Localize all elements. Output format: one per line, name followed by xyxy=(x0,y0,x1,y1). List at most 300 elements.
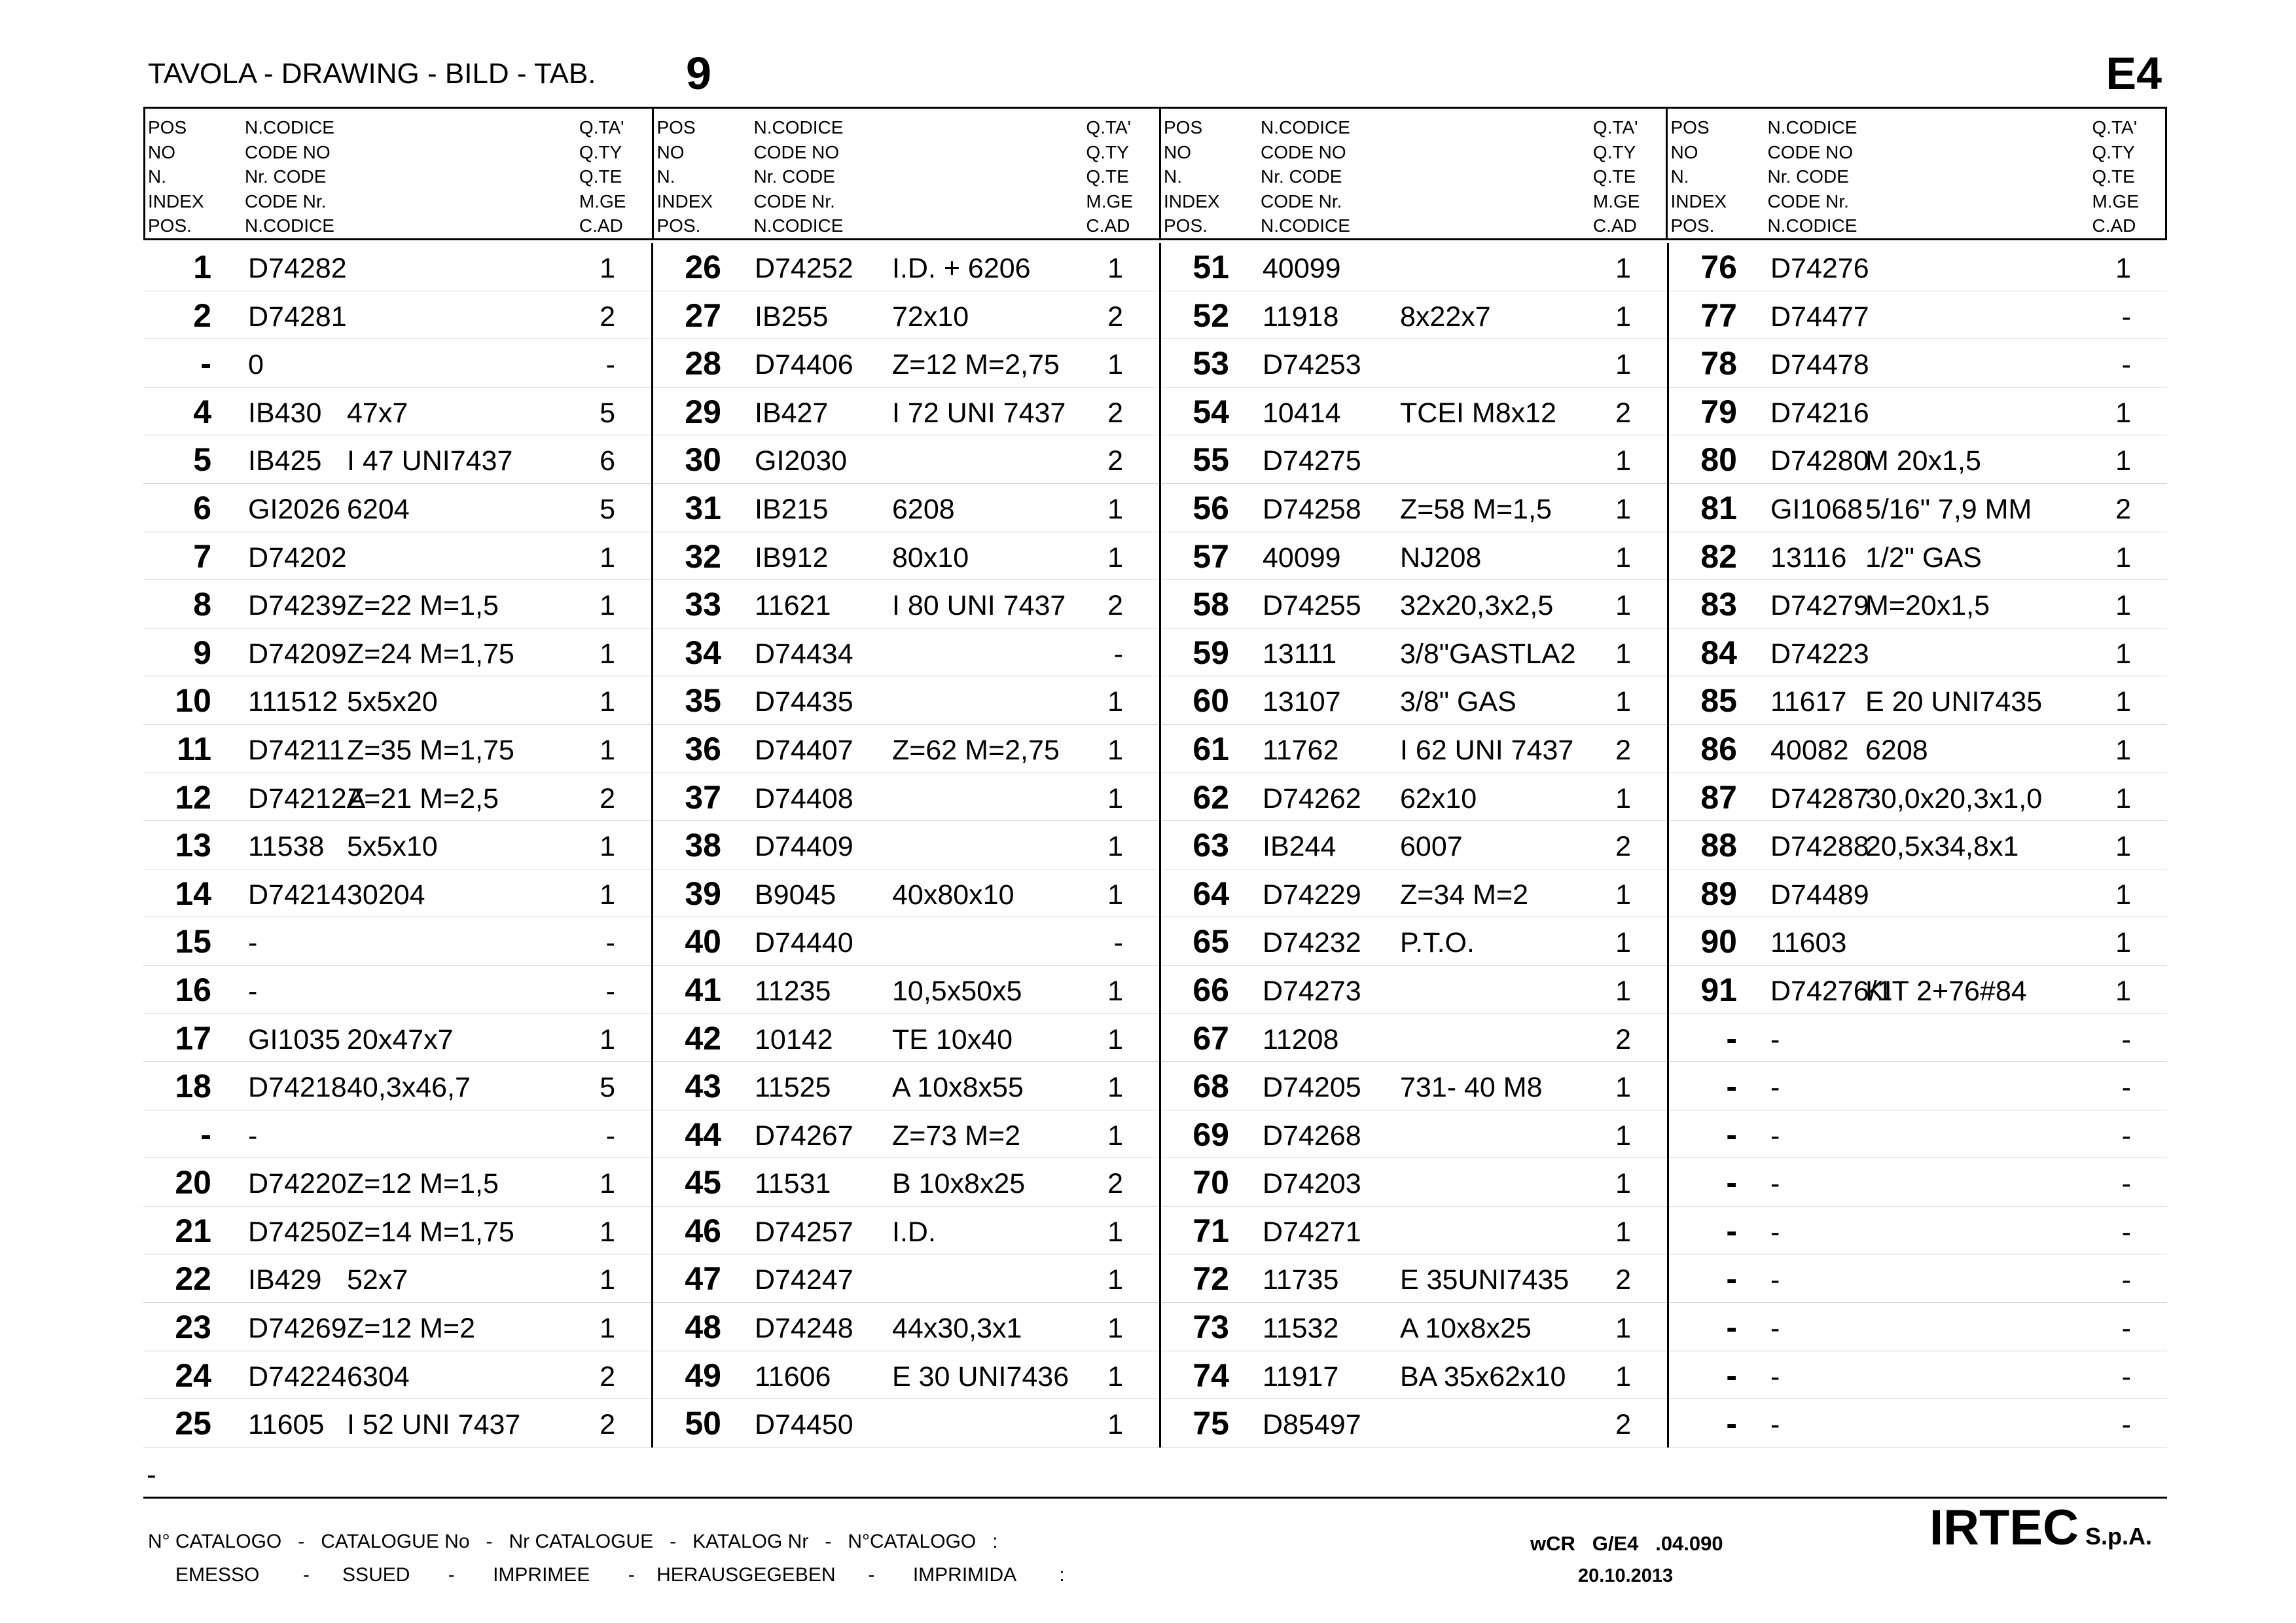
table-row xyxy=(143,1254,651,1303)
position-number: 30 xyxy=(685,441,721,479)
position-number: 43 xyxy=(685,1068,721,1105)
part-quantity: 1 xyxy=(1615,1360,1631,1393)
part-description: M 20x1,5 xyxy=(1865,445,1981,477)
part-code: D74409 xyxy=(755,831,853,863)
part-description: 72x10 xyxy=(892,301,969,333)
part-quantity: 1 xyxy=(1615,879,1631,911)
part-description: 3/8"GASTLA2 xyxy=(1400,638,1576,670)
part-quantity: 1 xyxy=(1107,1072,1123,1104)
part-description: 47x7 xyxy=(347,397,408,429)
table-row xyxy=(143,1062,651,1110)
part-code: - xyxy=(1770,1313,1780,1345)
position-number: 24 xyxy=(175,1357,211,1394)
position-number: - xyxy=(200,345,211,382)
header-label: N. xyxy=(1163,166,1182,187)
part-code: GI2030 xyxy=(755,445,848,477)
table-row xyxy=(143,1207,651,1255)
part-description: P.T.O. xyxy=(1400,927,1475,959)
part-code: D74203 xyxy=(1263,1168,1361,1200)
part-code: IB425 xyxy=(248,445,322,477)
position-number: 61 xyxy=(1193,730,1229,767)
position-number: - xyxy=(1726,1068,1737,1105)
part-code: 11621 xyxy=(755,590,831,622)
part-code: - xyxy=(1770,1360,1780,1393)
position-number: 75 xyxy=(1193,1405,1229,1442)
part-description: I 72 UNI 7437 xyxy=(892,397,1066,429)
header-label: Q.TE xyxy=(1086,166,1129,187)
part-quantity: 1 xyxy=(1615,301,1631,333)
part-quantity: 5 xyxy=(600,493,615,525)
header-label: N. xyxy=(148,166,166,187)
part-code: D74247 xyxy=(755,1264,853,1296)
position-number: 83 xyxy=(1700,586,1737,623)
part-quantity: 1 xyxy=(2115,879,2131,911)
part-description: 5x5x10 xyxy=(347,831,438,863)
part-quantity: - xyxy=(2121,1313,2131,1345)
header-qty-labels xyxy=(579,115,626,238)
position-number: 79 xyxy=(1700,393,1737,430)
parts-column xyxy=(1159,243,1667,1448)
position-number: 14 xyxy=(175,875,211,912)
position-number: 41 xyxy=(685,971,721,1008)
header-label: CODE NO xyxy=(1767,141,1854,162)
table-row xyxy=(1669,1351,2167,1400)
part-quantity: 1 xyxy=(1615,1216,1631,1248)
table-row xyxy=(1669,1110,2167,1159)
position-number: 51 xyxy=(1193,249,1229,285)
table-row xyxy=(653,484,1159,532)
part-code: D74276 xyxy=(1770,253,1869,284)
part-code: - xyxy=(248,975,258,1007)
header-pos-labels xyxy=(656,115,713,238)
header-label: POS. xyxy=(1670,215,1715,236)
part-quantity: 2 xyxy=(1107,397,1123,429)
part-quantity: 1 xyxy=(600,541,615,574)
part-code: GI2026 xyxy=(248,493,341,525)
part-code: D74218 xyxy=(248,1072,347,1104)
table-row xyxy=(653,821,1159,869)
tab-code: E4 xyxy=(2106,48,2162,99)
parts-table xyxy=(143,243,2167,1448)
position-number: 73 xyxy=(1193,1309,1229,1346)
header-label: Q.TA' xyxy=(1592,117,1638,137)
part-code: D74273 xyxy=(1263,975,1361,1007)
part-quantity: 1 xyxy=(1615,253,1631,284)
header-label: Q.TY xyxy=(2092,141,2135,162)
part-description: KIT 2+76#84 xyxy=(1865,975,2027,1007)
position-number: 10 xyxy=(175,682,211,720)
part-quantity: 2 xyxy=(1615,831,1631,863)
company-suffix: S.p.A. xyxy=(2085,1523,2153,1550)
part-quantity: 2 xyxy=(600,1360,615,1393)
header-label: NO xyxy=(1163,141,1191,162)
table-row xyxy=(1161,1303,1667,1351)
header-column xyxy=(145,109,652,238)
table-row xyxy=(653,1351,1159,1400)
part-quantity: 5 xyxy=(600,397,615,429)
part-quantity: 1 xyxy=(2115,253,2131,284)
part-quantity: 2 xyxy=(1615,1023,1631,1055)
part-quantity: 1 xyxy=(2115,734,2131,766)
table-row xyxy=(653,725,1159,773)
part-description: I 47 UNI7437 xyxy=(347,445,513,477)
part-quantity: 1 xyxy=(2115,975,2131,1007)
header-label: Q.TY xyxy=(579,141,622,162)
part-code: IB244 xyxy=(1263,831,1336,863)
part-description: Z=12 M=1,5 xyxy=(347,1168,499,1200)
header-label: N.CODICE xyxy=(245,117,334,137)
part-quantity: 1 xyxy=(600,686,615,718)
part-quantity: 1 xyxy=(1107,734,1123,766)
position-number: 21 xyxy=(175,1212,211,1249)
table-row xyxy=(1669,1303,2167,1351)
table-row xyxy=(653,869,1159,918)
position-number: 89 xyxy=(1700,875,1737,912)
header-label: Q.TE xyxy=(579,166,622,187)
header-label: C.AD xyxy=(1086,215,1130,236)
part-quantity: - xyxy=(2121,1072,2131,1104)
position-number: 58 xyxy=(1193,586,1229,623)
table-row xyxy=(653,966,1159,1014)
part-code: D74434 xyxy=(755,638,853,670)
table-row xyxy=(143,821,651,869)
header-pos-labels xyxy=(1164,115,1220,238)
part-code: 11762 xyxy=(1263,734,1339,766)
part-description: 10,5x50x5 xyxy=(892,975,1022,1007)
header-label: Q.TE xyxy=(1592,166,1636,187)
part-quantity: 1 xyxy=(600,734,615,766)
part-quantity: 1 xyxy=(1615,493,1631,525)
header-label: NO xyxy=(1670,141,1698,162)
header-label: C.AD xyxy=(2092,215,2136,236)
part-quantity: 2 xyxy=(1615,1264,1631,1296)
header-label: CODE Nr. xyxy=(245,191,327,211)
part-code: - xyxy=(1770,1168,1780,1200)
part-quantity: - xyxy=(2121,301,2131,333)
table-row xyxy=(1161,869,1667,918)
part-code: IB429 xyxy=(248,1264,322,1296)
table-row xyxy=(1161,1062,1667,1110)
part-quantity: 2 xyxy=(1615,1409,1631,1441)
header-column xyxy=(1159,109,1666,238)
position-number: 31 xyxy=(685,489,721,526)
part-code: D74478 xyxy=(1770,349,1869,381)
position-number: 26 xyxy=(685,249,721,285)
part-code: 11603 xyxy=(1770,927,1847,959)
part-description: 5/16" 7,9 MM xyxy=(1865,493,2032,525)
part-description: 731- 40 M8 xyxy=(1400,1072,1543,1104)
part-description: Z=58 M=1,5 xyxy=(1400,493,1552,525)
table-row xyxy=(1161,388,1667,436)
header-qty-labels xyxy=(2092,115,2139,238)
part-code: D74262 xyxy=(1263,782,1361,814)
part-code: D74224 xyxy=(248,1360,347,1393)
part-code: D74281 xyxy=(248,301,347,333)
part-quantity: 2 xyxy=(600,301,615,333)
position-number: 82 xyxy=(1700,538,1737,575)
drawing-title: TAVOLA - DRAWING - BILD - TAB. xyxy=(148,58,596,90)
table-row xyxy=(143,629,651,677)
part-description: 20x47x7 xyxy=(347,1023,454,1055)
table-row xyxy=(1669,821,2167,869)
part-quantity: 1 xyxy=(1107,1023,1123,1055)
part-quantity: 6 xyxy=(600,445,615,477)
position-number: 47 xyxy=(685,1260,721,1298)
table-row xyxy=(143,388,651,436)
part-quantity: 1 xyxy=(1107,831,1123,863)
part-code: D74214 xyxy=(248,879,347,911)
part-quantity: - xyxy=(605,1120,615,1152)
part-code: D74223 xyxy=(1770,638,1869,670)
position-number: 34 xyxy=(685,634,721,671)
position-number: 15 xyxy=(175,923,211,960)
table-row xyxy=(1669,532,2167,581)
header-column xyxy=(652,109,1159,238)
position-number: 74 xyxy=(1193,1357,1229,1394)
part-description: I.D. xyxy=(892,1216,936,1248)
position-number: 32 xyxy=(685,538,721,575)
part-code: D74212A xyxy=(248,782,366,814)
position-number: 78 xyxy=(1700,345,1737,382)
part-quantity: 1 xyxy=(1107,1360,1123,1393)
position-number: 67 xyxy=(1193,1019,1229,1057)
part-code: 11538 xyxy=(248,831,325,863)
position-number: 28 xyxy=(685,345,721,382)
table-row xyxy=(1161,676,1667,725)
part-code: - xyxy=(248,1120,258,1152)
position-number: 9 xyxy=(193,634,211,671)
position-number: 71 xyxy=(1193,1212,1229,1249)
table-row xyxy=(1161,484,1667,532)
table-row xyxy=(1161,629,1667,677)
position-number: - xyxy=(1726,1357,1737,1394)
part-quantity: - xyxy=(1113,638,1123,670)
part-code: 13107 xyxy=(1263,686,1341,718)
company-logo xyxy=(1929,1499,2152,1556)
part-code: 11918 xyxy=(1263,301,1339,333)
header-code-labels xyxy=(1767,115,1857,238)
table-row xyxy=(1161,339,1667,388)
part-quantity: - xyxy=(2121,349,2131,381)
table-row xyxy=(1669,1158,2167,1207)
part-quantity: 1 xyxy=(1615,1313,1631,1345)
position-number: 35 xyxy=(685,682,721,720)
parts-column xyxy=(651,243,1159,1448)
header-label: POS. xyxy=(1163,215,1208,236)
position-number: 56 xyxy=(1193,489,1229,526)
position-number: 81 xyxy=(1700,489,1737,526)
part-description: Z=73 M=2 xyxy=(892,1120,1020,1152)
position-number: 27 xyxy=(685,297,721,334)
part-code: D74450 xyxy=(755,1409,853,1441)
part-code: D74287 xyxy=(1770,782,1869,814)
part-quantity: 1 xyxy=(1615,349,1631,381)
part-quantity: 2 xyxy=(1107,301,1123,333)
issue-date: 20.10.2013 xyxy=(1578,1565,1674,1586)
part-code: - xyxy=(1770,1023,1780,1055)
table-row xyxy=(1669,1014,2167,1063)
header-pos-labels xyxy=(1670,115,1727,238)
table-row xyxy=(1161,1110,1667,1159)
position-number: - xyxy=(1726,1164,1737,1201)
table-row xyxy=(1669,1254,2167,1303)
part-code: 11208 xyxy=(1263,1023,1339,1055)
header-label: N. xyxy=(656,166,675,187)
part-code: D74489 xyxy=(1770,879,1869,911)
table-row xyxy=(653,1254,1159,1303)
part-quantity: 1 xyxy=(600,1313,615,1345)
part-code: 11532 xyxy=(1263,1313,1339,1345)
part-quantity: 1 xyxy=(1615,975,1631,1007)
part-description: 62x10 xyxy=(1400,782,1477,814)
table-row xyxy=(143,532,651,581)
part-code: D74288 xyxy=(1770,831,1869,863)
part-quantity: 1 xyxy=(1107,349,1123,381)
part-quantity: 1 xyxy=(2115,445,2131,477)
part-code: D74216 xyxy=(1770,397,1869,429)
table-row xyxy=(653,773,1159,822)
part-code: D74407 xyxy=(755,734,853,766)
table-row xyxy=(1161,291,1667,340)
part-quantity: 1 xyxy=(1107,1264,1123,1296)
table-row xyxy=(1669,917,2167,966)
footer-issued-line: EMESSO - SSUED - IMPRIMEE - HERAUSGEGEBEN - IMPRIMIDA : xyxy=(175,1564,1065,1586)
part-code: D74250 xyxy=(248,1216,347,1248)
position-number: 52 xyxy=(1193,297,1229,334)
header-label: Q.TA' xyxy=(579,117,624,137)
position-number: 85 xyxy=(1700,682,1737,720)
part-quantity: 1 xyxy=(1107,253,1123,284)
part-quantity: 1 xyxy=(1107,782,1123,814)
part-quantity: 1 xyxy=(600,1216,615,1248)
position-number: 88 xyxy=(1700,827,1737,864)
header-qty-labels xyxy=(1593,115,1640,238)
part-quantity: 1 xyxy=(600,1023,615,1055)
part-code: D74220 xyxy=(248,1168,347,1200)
part-quantity: - xyxy=(2121,1023,2131,1055)
header-label: Q.TY xyxy=(1592,141,1636,162)
table-row xyxy=(1669,725,2167,773)
part-quantity: 1 xyxy=(600,879,615,911)
table-row xyxy=(143,484,651,532)
header-column xyxy=(1666,109,2165,238)
position-number: 53 xyxy=(1193,345,1229,382)
position-number: - xyxy=(200,1116,211,1153)
part-quantity: 1 xyxy=(1615,1072,1631,1104)
part-code: 40099 xyxy=(1263,541,1341,574)
part-code: D74239 xyxy=(248,590,347,622)
part-quantity: 1 xyxy=(1615,445,1631,477)
header-label: POS xyxy=(148,117,187,137)
part-code: - xyxy=(1770,1120,1780,1152)
part-description: NJ208 xyxy=(1400,541,1482,574)
table-row xyxy=(143,1158,651,1207)
header-label: Q.TE xyxy=(2092,166,2135,187)
header-label: INDEX xyxy=(656,191,713,211)
header-label: Nr. CODE xyxy=(1260,166,1342,187)
part-quantity: - xyxy=(605,927,615,959)
table-row xyxy=(1161,966,1667,1014)
part-description: I.D. + 6206 xyxy=(892,253,1031,284)
part-code: D74202 xyxy=(248,541,347,574)
part-code: 111512 xyxy=(248,686,338,718)
header-label: Nr. CODE xyxy=(753,166,835,187)
part-description: BA 35x62x10 xyxy=(1400,1360,1566,1393)
part-description: E 20 UNI7435 xyxy=(1865,686,2043,718)
part-code: D74255 xyxy=(1263,590,1361,622)
part-code: 40099 xyxy=(1263,253,1341,284)
table-row xyxy=(1669,484,2167,532)
position-number: 49 xyxy=(685,1357,721,1394)
position-number: 39 xyxy=(685,875,721,912)
part-description: E 35UNI7435 xyxy=(1400,1264,1570,1296)
part-code: D74258 xyxy=(1263,493,1361,525)
table-row xyxy=(143,1014,651,1063)
position-number: 66 xyxy=(1193,971,1229,1008)
position-number: 6 xyxy=(193,489,211,526)
part-quantity: - xyxy=(2121,1168,2131,1200)
position-number: 64 xyxy=(1193,875,1229,912)
part-quantity: 1 xyxy=(600,590,615,622)
position-number: 8 xyxy=(193,586,211,623)
position-number: 13 xyxy=(175,827,211,864)
bottom-note: - xyxy=(147,1459,156,1491)
header-label: M.GE xyxy=(1086,191,1133,211)
part-description: 6204 xyxy=(347,493,410,525)
table-row xyxy=(1161,821,1667,869)
part-code: D74406 xyxy=(755,349,853,381)
part-description: TE 10x40 xyxy=(892,1023,1013,1055)
part-quantity: 1 xyxy=(2115,590,2131,622)
part-code: D74275 xyxy=(1263,445,1361,477)
table-row xyxy=(143,1399,651,1448)
table-row xyxy=(143,1351,651,1400)
table-row xyxy=(143,291,651,340)
header-label: Q.TA' xyxy=(2092,117,2138,137)
header-label: CODE Nr. xyxy=(1260,191,1342,211)
header-label: INDEX xyxy=(1163,191,1220,211)
table-row xyxy=(1669,869,2167,918)
part-code: D74276/1 xyxy=(1770,975,1893,1007)
part-code: 13111 xyxy=(1263,638,1337,670)
part-description: 80x10 xyxy=(892,541,969,574)
header-label: CODE NO xyxy=(245,141,331,162)
part-quantity: 2 xyxy=(1615,734,1631,766)
part-code: - xyxy=(248,927,258,959)
part-description: Z=22 M=1,5 xyxy=(347,590,499,622)
part-code: 11605 xyxy=(248,1409,325,1441)
part-quantity: 1 xyxy=(2115,686,2131,718)
part-code: D74271 xyxy=(1263,1216,1361,1248)
part-quantity: 1 xyxy=(1107,975,1123,1007)
part-quantity: 1 xyxy=(1107,1409,1123,1441)
part-quantity: 1 xyxy=(1107,1120,1123,1152)
header-label: C.AD xyxy=(1592,215,1637,236)
position-number: 48 xyxy=(685,1309,721,1346)
part-code: IB215 xyxy=(755,493,829,525)
table-row xyxy=(653,1014,1159,1063)
position-number: 91 xyxy=(1700,971,1737,1008)
part-code: D74477 xyxy=(1770,301,1869,333)
part-quantity: 1 xyxy=(1107,541,1123,574)
table-row xyxy=(1161,1207,1667,1255)
part-code: 0 xyxy=(248,349,264,381)
table-row xyxy=(1669,435,2167,484)
part-quantity: 2 xyxy=(600,782,615,814)
position-number: 90 xyxy=(1700,923,1737,960)
position-number: 20 xyxy=(175,1164,211,1201)
position-number: 29 xyxy=(685,393,721,430)
